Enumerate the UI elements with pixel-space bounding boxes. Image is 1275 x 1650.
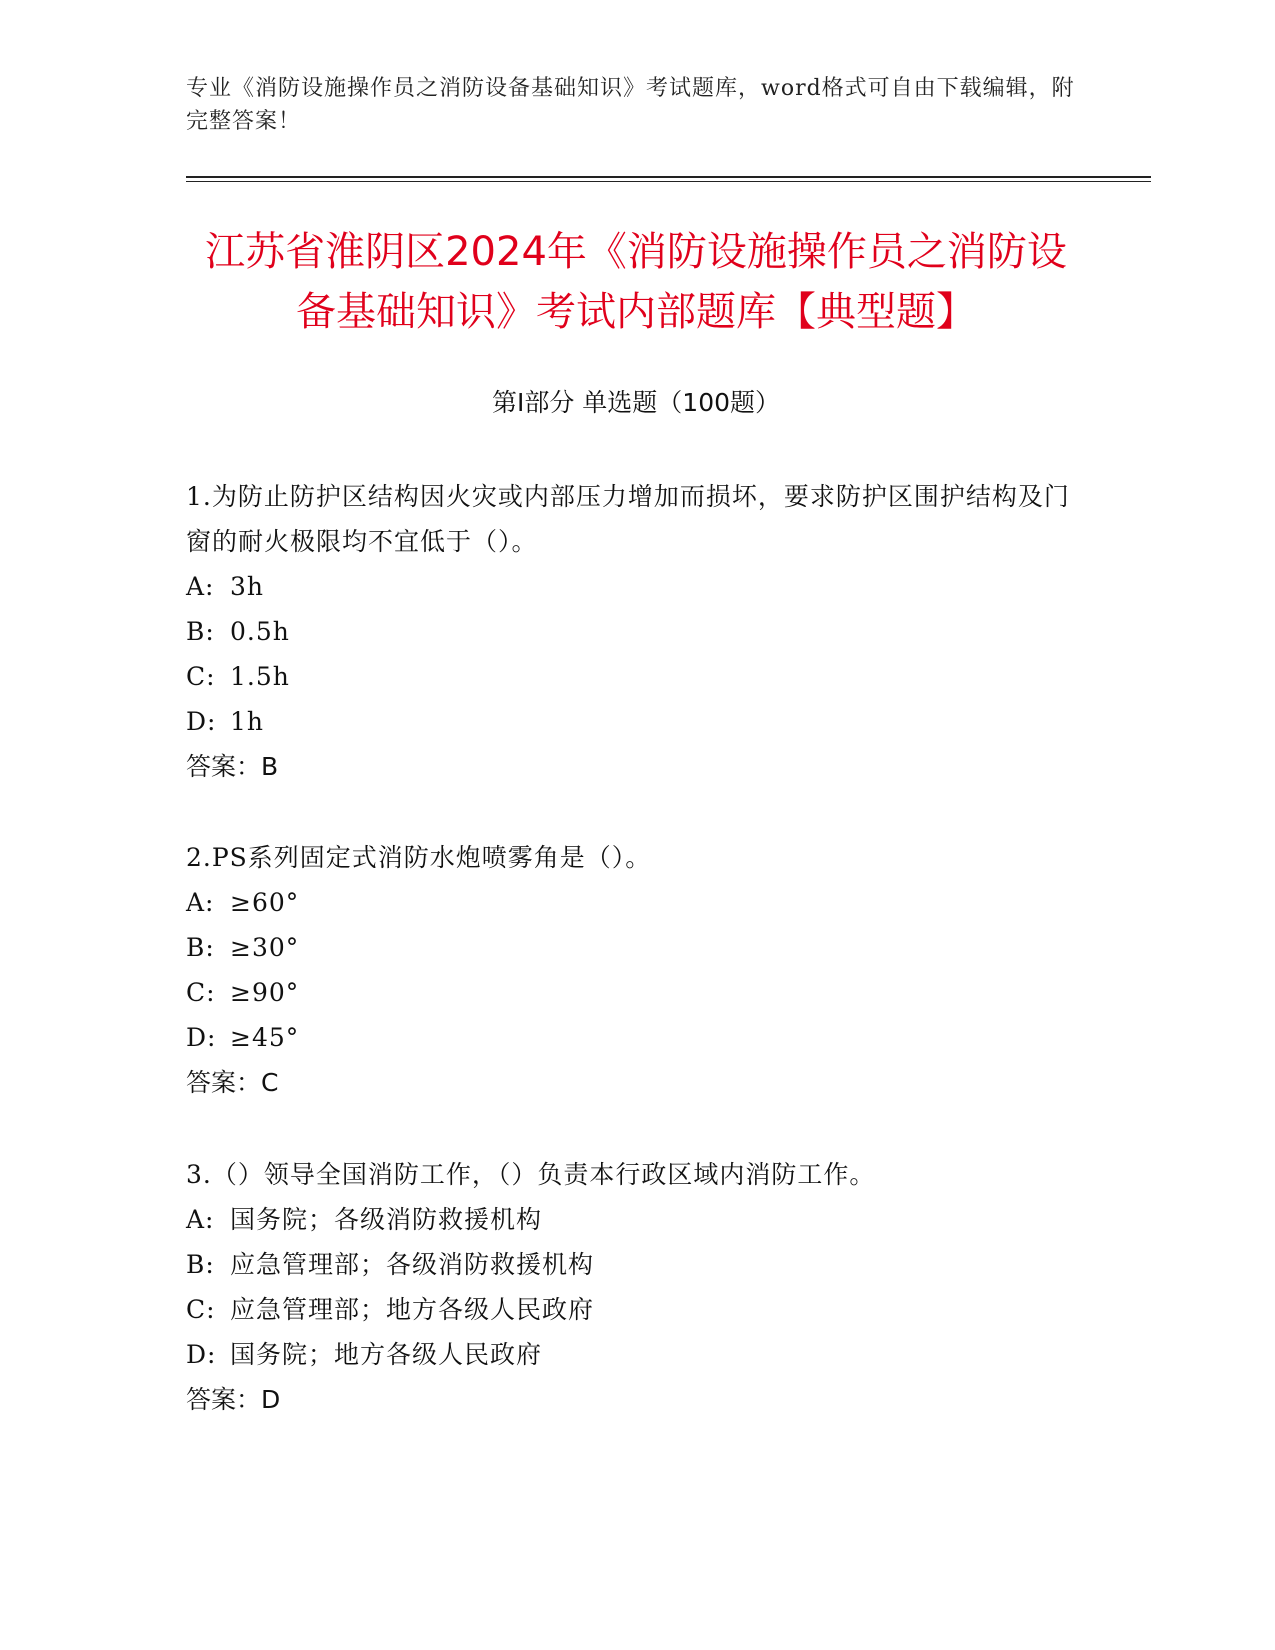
- header-note: 专业《消防设施操作员之消防设备基础知识》考试题库，word格式可自由下载编辑，附完整答案！: [186, 76, 1075, 134]
- option-text: 1.5h: [230, 662, 290, 691]
- option-b: [186, 1242, 1086, 1287]
- option-b: [186, 925, 1086, 970]
- option-text: 国务院；各级消防救援机构: [230, 1205, 543, 1234]
- option-d: [186, 699, 1086, 744]
- option-text: ≥45°: [230, 1023, 300, 1052]
- option-letter: A:: [186, 572, 215, 601]
- option-d: [186, 1332, 1086, 1377]
- option-text: 0.5h: [230, 617, 290, 646]
- option-letter: C:: [186, 662, 216, 691]
- option-text: 1h: [230, 707, 265, 736]
- option-text: 3h: [230, 572, 265, 601]
- option-b: [186, 609, 1086, 654]
- option-text: ≥30°: [230, 933, 300, 962]
- option-letter: B:: [186, 933, 215, 962]
- option-a: [186, 564, 1086, 609]
- option-letter: B:: [186, 617, 215, 646]
- question-stem: 1.为防止防护区结构因火灾或内部压力增加而损坏，要求防护区围护结构及门窗的耐火极限均不宜低于（）。: [186, 482, 1070, 556]
- option-letter: D:: [186, 1340, 217, 1369]
- option-a: [186, 880, 1086, 925]
- option-c: [186, 970, 1086, 1015]
- header-divider-thick: [186, 176, 1151, 178]
- question-2: [186, 835, 1086, 1105]
- option-c: [186, 1287, 1086, 1332]
- question-1: [186, 474, 1086, 789]
- section-heading: 第I部分 单选题（100题）: [491, 388, 781, 417]
- option-letter: C:: [186, 978, 216, 1007]
- option-letter: A:: [186, 1205, 215, 1234]
- option-letter: A:: [186, 888, 215, 917]
- option-letter: C:: [186, 1295, 216, 1324]
- answer-line: 答案：B: [186, 752, 279, 781]
- answer-line: 答案：D: [186, 1385, 281, 1414]
- option-text: 应急管理部；各级消防救援机构: [230, 1250, 595, 1279]
- option-letter: B:: [186, 1250, 215, 1279]
- option-text: 国务院；地方各级人民政府: [230, 1340, 543, 1369]
- option-letter: D:: [186, 1023, 217, 1052]
- header-divider-thin: [186, 181, 1151, 182]
- option-text: 应急管理部；地方各级人民政府: [230, 1295, 595, 1324]
- question-stem: 2.PS系列固定式消防水炮喷雾角是（）。: [186, 843, 652, 872]
- option-d: [186, 1015, 1086, 1060]
- question-stem: 3.（）领导全国消防工作，（）负责本行政区域内消防工作。: [186, 1160, 876, 1189]
- option-a: [186, 1197, 1086, 1242]
- option-text: ≥90°: [230, 978, 300, 1007]
- question-3: [186, 1152, 1086, 1422]
- answer-line: 答案：C: [186, 1068, 279, 1097]
- option-text: ≥60°: [230, 888, 300, 917]
- option-letter: D:: [186, 707, 217, 736]
- option-c: [186, 654, 1086, 699]
- document-title: 江苏省淮阴区2024年《消防设施操作员之消防设备基础知识》考试内部题库【典型题】: [205, 229, 1067, 335]
